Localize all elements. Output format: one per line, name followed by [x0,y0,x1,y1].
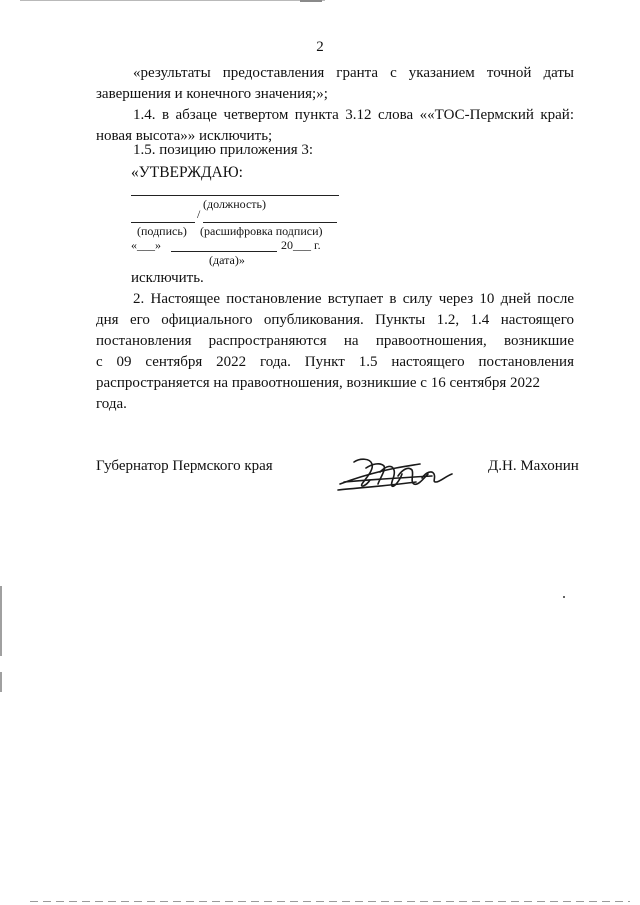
paragraph-2 [96,289,574,415]
position-line [131,195,339,196]
signatory-name: Д.Н. Махонин [488,458,579,474]
text-line: распространяется на правоотношения, возникшие с 16 сентября 2022 года. [96,375,541,412]
exclude-text: исключить. [131,270,204,286]
date-caption: (дата)» [209,253,245,267]
text-line: 1.4. в абзаце четвертом пункта 3.12 слова ««ТОС-Пермский край: [133,107,574,123]
signature-line [131,222,195,223]
scan-edge-left-mark [0,586,2,656]
scan-edge-top [20,0,325,1]
scan-edge-bottom [30,901,630,902]
decoding-line [203,222,337,223]
slash: / [197,207,201,221]
handwritten-signature [336,452,456,496]
decoding-caption: (расшифровка подписи) [200,224,323,238]
paragraph-1-5: 1.5. позицию приложения 3: [133,142,314,158]
text-line: завершения и конечного значения;»; [96,86,328,102]
page-number: 2 [316,39,324,55]
text-line: постановления распространяются на правоотношения, возникшие [96,333,574,349]
signatory-position: Губернатор Пермского края [96,458,273,474]
approval-form [131,193,341,273]
scan-speck [563,596,565,598]
paragraph-quote [96,63,574,105]
text-line: дня его официального опубликования. Пункты 1.2, 1.4 настоящего [96,312,574,328]
scan-edge-left-mark-2 [0,672,2,692]
year-prefix: 20___ г. [281,238,321,252]
approval-heading: «УТВЕРЖДАЮ: [131,164,243,181]
date-line [171,251,277,252]
text-line: новая высота»» исключить; [96,128,273,144]
text-line: «результаты предоставления гранта с указанием точной даты [133,65,574,81]
position-caption: (должность) [203,197,266,211]
text-line: 2. Настоящее постановление вступает в силу через 10 дней после [133,291,574,307]
text-line: с 09 сентября 2022 года. Пункт 1.5 настоящего постановления [96,354,574,370]
date-open: «___» [131,238,161,252]
signature-caption: (подпись) [137,224,187,238]
scan-edge-top-mark [300,0,322,2]
